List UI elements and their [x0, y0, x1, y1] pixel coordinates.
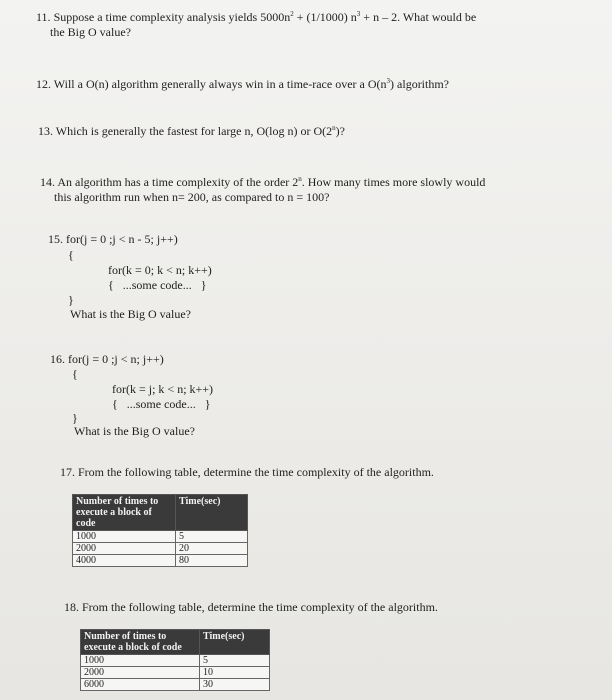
question-text: Suppose a time complexity analysis yields 5000n [53, 10, 291, 24]
question-text: What is the Big O value? [70, 307, 191, 321]
question-number: 11. [36, 10, 51, 24]
table-row [81, 655, 270, 667]
table-cell: 30 [200, 679, 270, 691]
question-text: Will a O(n) algorithm generally always win in a time-race over a O(n [53, 77, 387, 91]
question-text: From the following table, determine the time complexity of the algorithm. [78, 465, 434, 479]
code-line: { ...some code... } [112, 397, 211, 411]
code-line: } [72, 411, 78, 425]
question-number: 12. [36, 77, 51, 91]
code-text: for(j = 0 ;j < n; j++) [68, 352, 164, 366]
code-text: for(j = 0 ;j < n - 5; j++) [66, 232, 178, 246]
code-line: { [68, 248, 74, 262]
data-table-17 [72, 494, 248, 567]
table-cell: 2000 [81, 667, 200, 679]
question-number: 14. [40, 175, 55, 189]
table-header-row [81, 630, 270, 655]
question-number: 15. [48, 232, 63, 246]
table-header: Number of times to execute a block of code [81, 630, 200, 655]
data-table-18 [80, 629, 270, 691]
question-17 [60, 465, 434, 480]
exponent: 3 [386, 77, 391, 85]
code-line [50, 352, 164, 367]
code-line [48, 232, 178, 247]
code-line: { [72, 367, 78, 381]
question-text-line2: the Big O value? [50, 25, 131, 39]
question-text: . How many times more slowly would [301, 175, 486, 189]
question-14 [40, 175, 560, 205]
question-text-line2: this algorithm run when n= 200, as compared to n = 100? [54, 190, 330, 204]
question-text: What is the Big O value? [74, 424, 195, 438]
code-line: } [68, 293, 74, 307]
question-18 [64, 600, 438, 615]
question-13 [38, 124, 345, 139]
table-row [73, 531, 248, 543]
exponent: n [332, 124, 336, 132]
table-cell: 10 [200, 667, 270, 679]
table-row [73, 543, 248, 555]
table-cell: 5 [176, 531, 248, 543]
question-text: + (1/1000) n [293, 10, 357, 24]
table-header: Time(sec) [200, 630, 270, 655]
table-cell: 1000 [73, 531, 176, 543]
question-text: Which is generally the fastest for large n, O(log n) or O(2 [55, 124, 333, 138]
table-cell: 2000 [73, 543, 176, 555]
table-cell: 80 [176, 555, 248, 567]
table-header: Number of times to execute a block of code [73, 495, 176, 531]
table-row [81, 679, 270, 691]
code-line: for(k = j; k < n; k++) [112, 382, 214, 396]
question-text: An algorithm has a time complexity of the order 2 [57, 175, 299, 189]
code-line: for(k = 0; k < n; k++) [108, 263, 212, 277]
table-cell: 6000 [81, 679, 200, 691]
question-text: From the following table, determine the time complexity of the algorithm. [82, 600, 438, 614]
table-header: Time(sec) [176, 495, 248, 531]
exponent: 3 [356, 10, 361, 18]
exponent: 2 [290, 10, 294, 18]
table-row [73, 555, 248, 567]
table-cell: 1000 [81, 655, 200, 667]
question-number: 13. [38, 124, 53, 138]
table-cell: 5 [200, 655, 270, 667]
table-cell: 20 [176, 543, 248, 555]
question-12 [36, 77, 449, 92]
exponent: n [298, 175, 302, 183]
code-line: { ...some code... } [108, 278, 207, 292]
table-cell: 4000 [73, 555, 176, 567]
question-text: ) algorithm? [390, 77, 450, 91]
question-11 [36, 10, 556, 40]
question-text: + n – 2. What would be [360, 10, 477, 24]
question-number: 17. [60, 465, 75, 479]
question-number: 18. [64, 600, 79, 614]
table-row [81, 667, 270, 679]
question-text: )? [335, 124, 345, 138]
question-number: 16. [50, 352, 65, 366]
table-header-row [73, 495, 248, 531]
